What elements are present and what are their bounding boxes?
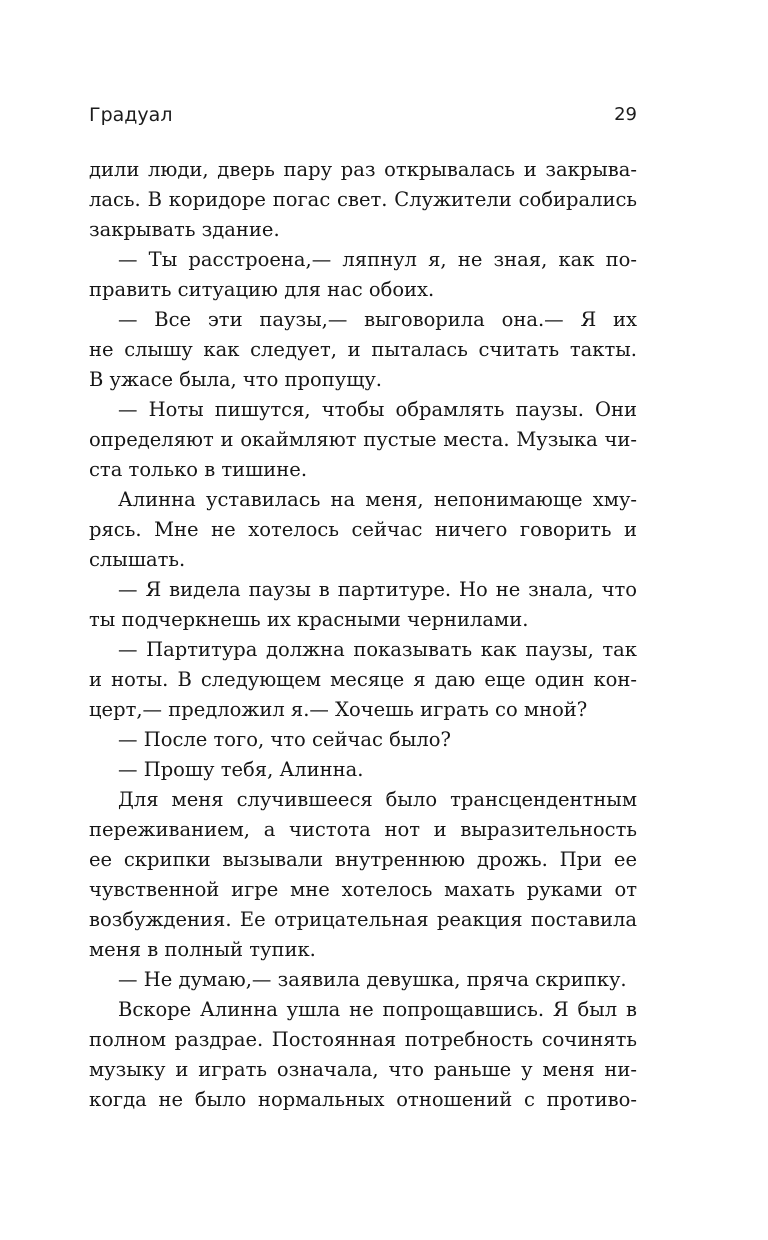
text-line: ты подчеркнешь их красными чернилами.: [89, 608, 529, 631]
text-line: определяют и окаймляют пустые места. Музыка чи-: [89, 428, 637, 451]
text-line: переживанием, а чистота нот и выразительность: [89, 818, 637, 841]
text-line: Алинна уставилась на меня, непонимающе хму-: [118, 488, 637, 511]
page-header: [89, 101, 637, 129]
text-line: рясь. Мне не хотелось сейчас ничего говорить и: [89, 518, 637, 541]
text-line: лась. В коридоре погас свет. Служители собирались: [89, 188, 637, 211]
body-text: [89, 155, 637, 1115]
text-line: дили люди, дверь пару раз открывалась и закрыва-: [89, 158, 637, 181]
text-line: — Все эти паузы,— выговорила она.— Я их: [118, 308, 637, 331]
page-number: 29: [614, 104, 637, 125]
text-line: — Ты расстроена,— ляпнул я, не зная, как по-: [118, 248, 637, 271]
text-line: В ужасе была, что пропущу.: [89, 368, 383, 391]
text-line: — Не думаю,— заявила девушка, пряча скрипку.: [118, 968, 627, 991]
running-title: Градуал: [89, 104, 173, 126]
text-line: музыку и играть означала, что раньше у меня ни-: [89, 1058, 637, 1081]
text-line: и ноты. В следующем месяце я даю еще один кон-: [89, 668, 637, 691]
text-line: — После того, что сейчас было?: [118, 728, 451, 751]
text-line: — Я видела паузы в партитуре. Но не знала, что: [118, 578, 637, 601]
text-line: править ситуацию для нас обоих.: [89, 278, 435, 301]
text-line: возбуждения. Ее отрицательная реакция поставила: [89, 908, 637, 931]
text-line: — Партитура должна показывать как паузы, так: [118, 638, 637, 661]
text-line: ее скрипки вызывали внутреннюю дрожь. При ее: [89, 848, 637, 871]
text-line: Для меня случившееся было трансцендентным: [118, 788, 637, 811]
text-line: не слышу как следует, и пыталась считать такты.: [89, 338, 637, 361]
text-line: ста только в тишине.: [89, 458, 308, 481]
text-line: — Прошу тебя, Алинна.: [118, 758, 364, 781]
text-line: когда не было нормальных отношений с противо-: [89, 1088, 637, 1111]
text-line: полном раздрае. Постоянная потребность сочинять: [89, 1028, 637, 1051]
text-line: меня в полный тупик.: [89, 938, 316, 961]
text-line: Вскоре Алинна ушла не попрощавшись. Я был в: [118, 998, 637, 1021]
text-line: слышать.: [89, 548, 186, 571]
text-line: — Ноты пишутся, чтобы обрамлять паузы. Они: [118, 398, 637, 421]
text-line: чувственной игре мне хотелось махать руками от: [89, 878, 637, 901]
text-line: церт,— предложил я.— Хочешь играть со мной?: [89, 698, 588, 721]
text-line: закрывать здание.: [89, 218, 280, 241]
